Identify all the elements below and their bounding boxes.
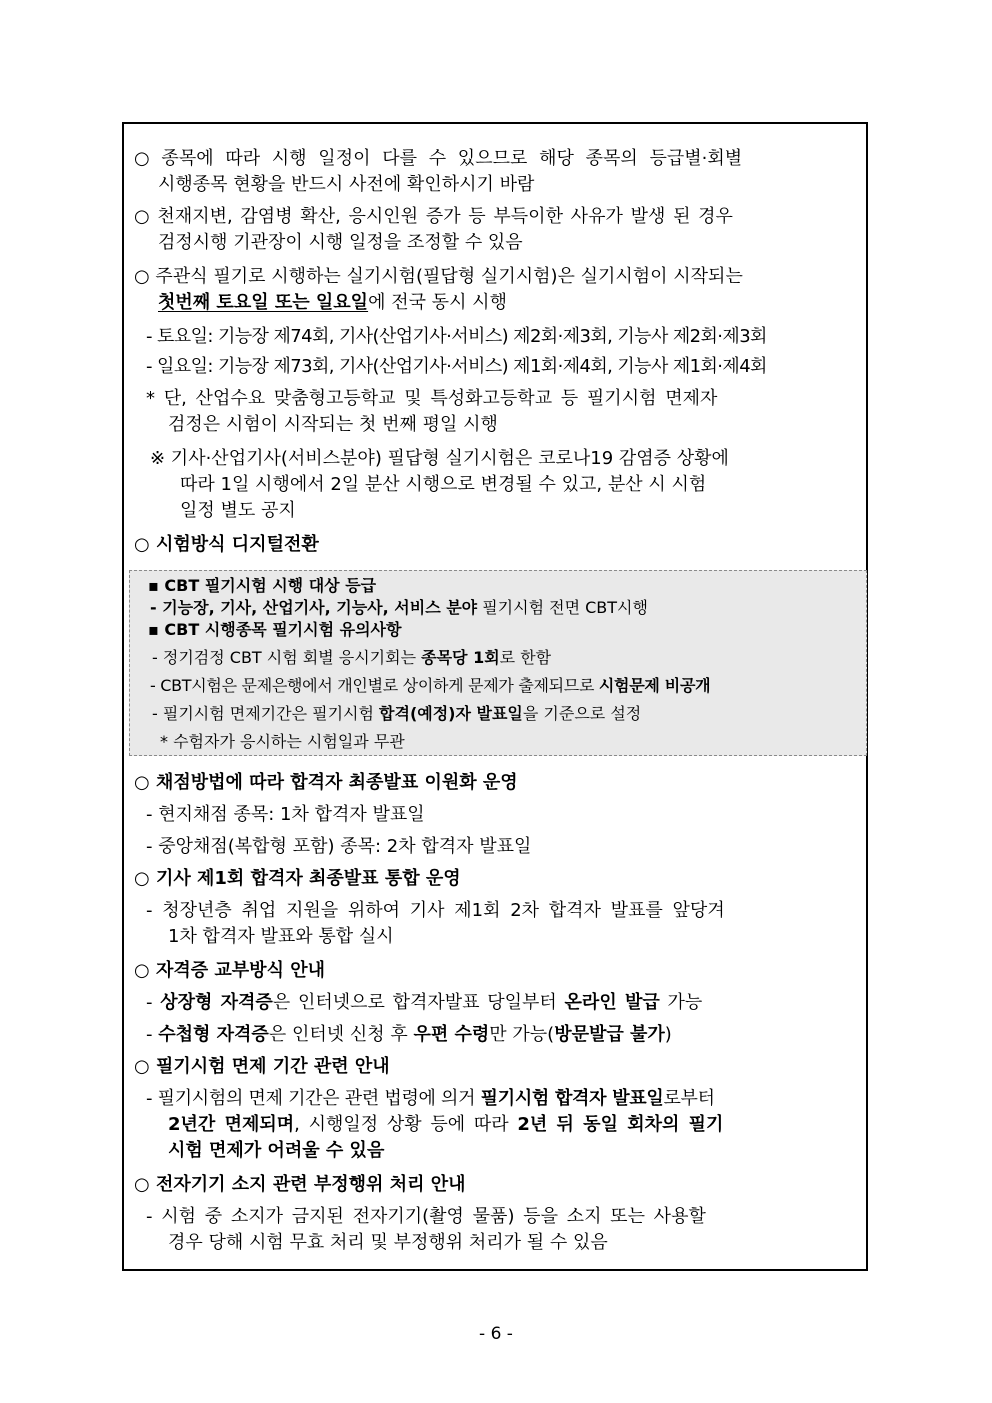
exemption-line3: 시험 면제가 어려울 수 있음 <box>168 1140 385 1161</box>
paragraph-practical-line1: ○ 주관식 필기로 시행하는 실기시험(필답형 실기시험)은 실기시험이 시작되는 <box>134 266 743 287</box>
weekend-emphasis: 첫번째 토요일 또는 일요일 <box>158 292 369 313</box>
certificate-item-booklet: - 수첩형 자격증은 인터넷 신청 후 우편 수령만 가능(방문발급 불가) <box>146 1024 672 1045</box>
note-covid-line2: 따라 1일 시행에서 2일 분산 시행으로 변경될 수 있고, 분산 시 시험 <box>180 474 707 495</box>
engineer-line2: 1차 합격자 발표와 통합 실시 <box>168 926 394 947</box>
scoring-item-local: - 현지채점 종목: 1차 합격자 발표일 <box>146 804 425 825</box>
note-covid-line3: 일정 별도 공지 <box>180 500 296 521</box>
section-heading-digital: ○ 시험방식 디지털전환 <box>134 534 319 555</box>
cbt-note-once: - 정기검정 CBT 시험 회별 응시기회는 종목당 1회로 한함 <box>152 648 552 667</box>
section-heading-scoring: ○ 채점방법에 따라 합격자 최종발표 이원화 운영 <box>134 772 518 793</box>
cbt-grade-list: - 기능장, 기사, 산업기사, 기능사, 서비스 분야 필기시험 전면 CBT시행 <box>150 598 648 617</box>
section-heading-devices: ○ 전자기기 소지 관련 부정행위 처리 안내 <box>134 1174 466 1195</box>
exemption-line1: - 필기시험의 면제 기간은 관련 법령에 의거 필기시험 합격자 발표일로부터 <box>146 1088 715 1109</box>
cbt-note-private: - CBT시험은 문제은행에서 개인별로 상이하게 문제가 출제되므로 시험문제 비공개 <box>150 676 711 695</box>
saturday-item: - 토요일: 기능장 제74회, 기사(산업기사·서비스) 제2회·제3회, 기능사 제2회·제3회 <box>146 326 767 347</box>
scoring-item-central: - 중앙채점(복합형 포함) 종목: 2차 합격자 발표일 <box>146 836 532 857</box>
paragraph-schedule-line2: 시행종목 현황을 반드시 사전에 확인하시기 바람 <box>158 174 535 195</box>
paragraph-practical-line2: 첫번째 토요일 또는 일요일에 전국 동시 시행 <box>158 292 507 313</box>
page-number: - 6 - <box>479 1324 513 1344</box>
section-heading-certificate: ○ 자격증 교부방식 안내 <box>134 960 325 981</box>
engineer-line1: - 청장년층 취업 지원을 위하여 기사 제1회 2차 합격자 발표를 앞당겨 <box>146 900 725 921</box>
note-exempt-line1: * 단, 산업수요 맞춤형고등학교 및 특성화고등학교 등 필기시험 면제자 <box>146 388 718 409</box>
note-covid-line1: ※ 기사·산업기사(서비스분야) 필답형 실기시험은 코로나19 감염증 상황에 <box>150 448 729 469</box>
paragraph-adjust-line1: ○ 천재지변, 감염병 확산, 응시인원 증가 등 부득이한 사유가 발생 된 경우 <box>134 206 733 227</box>
sunday-item: - 일요일: 기능장 제73회, 기사(산업기사·서비스) 제1회·제4회, 기능사 제1회·제4회 <box>146 356 767 377</box>
devices-line1: - 시험 중 소지가 금지된 전자기기(촬영 물품) 등을 소지 또는 사용할 <box>146 1206 706 1227</box>
cbt-notes-title: ▪ CBT 시행종목 필기시험 유의사항 <box>148 620 402 639</box>
cbt-note-unrelated: * 수험자가 응시하는 시험일과 무관 <box>160 732 405 751</box>
certificate-item-award: - 상장형 자격증은 인터넷으로 합격자발표 당일부터 온라인 발급 가능 <box>146 992 703 1013</box>
cbt-grade-title: ▪ CBT 필기시험 시행 대상 등급 <box>148 576 377 595</box>
cbt-note-exemption: - 필기시험 면제기간은 필기시험 합격(예정)자 발표일을 기준으로 설정 <box>152 704 642 723</box>
section-heading-engineer: ○ 기사 제1회 합격자 최종발표 통합 운영 <box>134 868 461 889</box>
exemption-line2: 2년간 면제되며, 시행일정 상황 등에 따라 2년 뒤 동일 회차의 필기 <box>168 1114 724 1135</box>
section-heading-exemption: ○ 필기시험 면제 기간 관련 안내 <box>134 1056 390 1077</box>
paragraph-adjust-line2: 검정시행 기관장이 시행 일정을 조정할 수 있음 <box>158 232 523 253</box>
paragraph-schedule-line1: ○ 종목에 따라 시행 일정이 다를 수 있으므로 해당 종목의 등급별·회별 <box>134 148 743 169</box>
note-exempt-line2: 검정은 시험이 시작되는 첫 번째 평일 시행 <box>168 414 498 435</box>
devices-line2: 경우 당해 시험 무효 처리 및 부정행위 처리가 될 수 있음 <box>168 1232 608 1253</box>
